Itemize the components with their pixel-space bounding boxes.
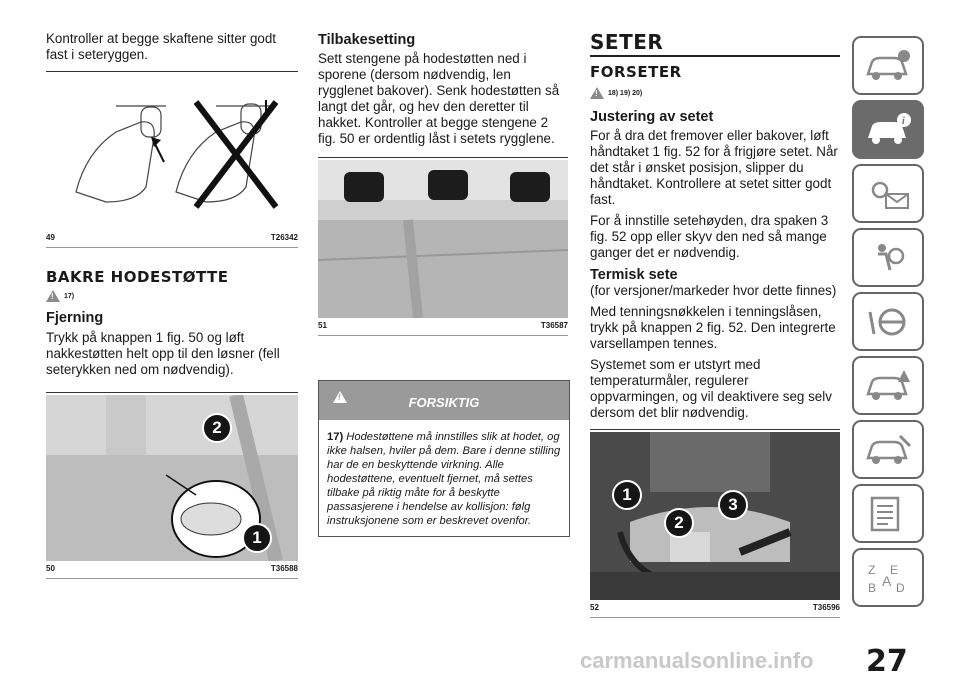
car-active-info-icon xyxy=(864,112,912,148)
tab-starting-driving[interactable] xyxy=(852,292,924,351)
figure-51 xyxy=(318,160,568,318)
reference-numbers: 18) 19) 20) xyxy=(608,89,643,97)
divider xyxy=(46,71,298,72)
callout-1: 1 xyxy=(612,480,642,510)
front-seat-controls-photo xyxy=(590,432,840,600)
figure-50-caption xyxy=(46,564,298,573)
warning-triangle-icon: ! xyxy=(46,290,60,302)
figure-code: T36587 xyxy=(540,321,568,330)
body-text: Sett stengene på hodestøtten ned i sporene (dersom nødvendig, len rygglenet bakover). Senk hodestøtten så langt det går, og hev den deretter til hakket. Kontroller at begge stengene 2 fig. 50 er ordentlig låst i setets rygglene. xyxy=(318,51,560,146)
divider xyxy=(318,157,568,158)
figure-52-caption xyxy=(590,603,840,612)
caution-body xyxy=(319,420,569,536)
warning-light-envelope-icon xyxy=(864,176,912,212)
svg-text:Z: Z xyxy=(868,562,876,577)
sub-section-title: FORSETER xyxy=(590,63,682,81)
rear-seat-headrests-photo xyxy=(318,160,568,318)
svg-text:i: i xyxy=(902,115,905,127)
warning-triangle-icon: ! xyxy=(590,87,604,99)
divider xyxy=(46,578,298,579)
svg-text:B: B xyxy=(868,580,877,595)
tab-index[interactable] xyxy=(852,548,924,607)
figure-50 xyxy=(46,395,298,561)
figure-number: 49 xyxy=(46,233,55,242)
caution-header xyxy=(319,381,569,420)
figure-number: 52 xyxy=(590,603,599,612)
svg-text:E: E xyxy=(890,562,899,577)
warning-references xyxy=(46,290,298,302)
warning-triangle-icon: ! xyxy=(333,391,347,403)
headrest-diagram-illustration xyxy=(46,92,298,230)
tab-emergency[interactable] xyxy=(852,356,924,415)
figure-52 xyxy=(590,432,840,600)
figure-code: T36588 xyxy=(270,564,298,573)
divider xyxy=(46,247,298,248)
alphabet-index-icon xyxy=(864,560,912,596)
body-text: Med tenningsnøkkelen i tenningslåsen, trykk på knappen 2 fig. 52. Den integrerte varsellampen tennes. xyxy=(590,304,836,351)
section-title: BAKRE HODESTØTTE xyxy=(46,268,229,286)
page-number: 27 xyxy=(866,644,908,679)
tab-car-info[interactable] xyxy=(852,36,924,95)
tab-maintenance[interactable] xyxy=(852,420,924,479)
callout-3: 3 xyxy=(718,490,748,520)
figure-51-caption xyxy=(318,321,568,330)
figure-code: T36596 xyxy=(812,603,840,612)
car-info-icon xyxy=(864,48,912,84)
column-middle xyxy=(318,0,568,336)
steering-wheel-key-icon xyxy=(864,304,912,340)
caution-title: FORSIKTIG xyxy=(408,395,480,410)
caution-box xyxy=(318,380,570,537)
tab-warning-lights[interactable] xyxy=(852,164,924,223)
car-maintenance-icon xyxy=(864,432,912,468)
section-title: SETER xyxy=(590,30,664,54)
warning-references xyxy=(590,87,840,99)
subheading: Justering av setet xyxy=(590,109,714,125)
column-right xyxy=(590,0,840,618)
intro-text: Kontroller at begge skaftene sitter godt fast i seteryggen. xyxy=(46,31,277,62)
callout-1: 1 xyxy=(242,523,272,553)
figure-number: 50 xyxy=(46,564,55,573)
body-text: Trykk på knappen 1 fig. 50 og løft nakkestøtten helt opp til den løsner (fell seterykken ned om nødvendig). xyxy=(46,330,280,377)
subheading: Tilbakesetting xyxy=(318,32,416,48)
body-text: For å innstille setehøyden, dra spaken 3 fig. 52 opp eller skyv den ned så mange ganger det er nødvendig. xyxy=(590,213,829,260)
tab-technical-data[interactable] xyxy=(852,484,924,543)
svg-text:A: A xyxy=(882,572,892,589)
caution-ref: 17) xyxy=(327,431,344,443)
body-text: For å dra det fremover eller bakover, løft håndtaket 1 fig. 52 for å frigjøre setet. Når det står i ønsket posisjon, slipper du håndtaket. Kontrollere at setet sitter godt fast. xyxy=(590,128,838,207)
divider xyxy=(318,335,568,336)
figure-number: 51 xyxy=(318,321,327,330)
callout-2: 2 xyxy=(664,508,694,538)
subheading: Termisk sete xyxy=(590,267,678,283)
column-left xyxy=(46,0,298,579)
footer-watermark: carmanualsonline.info xyxy=(580,648,814,673)
airbag-safety-icon xyxy=(864,240,912,276)
chapter-tabs xyxy=(852,36,924,612)
divider xyxy=(590,617,840,618)
caution-text: Hodestøttene må innstilles slik at hodet, og ikke halsen, hviler på dem. Bare i denne stilling har de en beskyttende virkning. Alle hodestøttene, eventuelt fjernet, må settes tilbake på riktig måte for å beskytte passasjerene i hendelse av kollisjon: følg instruksjonene som er beskrevet ovenfor. xyxy=(327,431,561,527)
body-text: Systemet som er utstyrt med temperaturmåler, regulerer oppvarmingen, og vil deaktivere seg selv dersom det blir nødvendig. xyxy=(590,357,832,420)
figure-49-caption xyxy=(46,233,298,242)
car-breakdown-icon xyxy=(864,368,912,404)
tab-safety[interactable] xyxy=(852,228,924,287)
technical-data-list-icon xyxy=(864,496,912,532)
subheading: Fjerning xyxy=(46,310,104,326)
divider xyxy=(590,55,840,57)
tab-car-active-info[interactable] xyxy=(852,100,924,159)
figure-49 xyxy=(46,92,298,230)
divider xyxy=(46,392,298,393)
svg-text:D: D xyxy=(896,580,905,595)
divider xyxy=(590,429,840,430)
figure-code: T26342 xyxy=(270,233,298,242)
heading-note: (for versjoner/markeder hvor dette finnes) xyxy=(590,283,837,298)
callout-2: 2 xyxy=(202,413,232,443)
reference-numbers: 17) xyxy=(64,292,75,300)
